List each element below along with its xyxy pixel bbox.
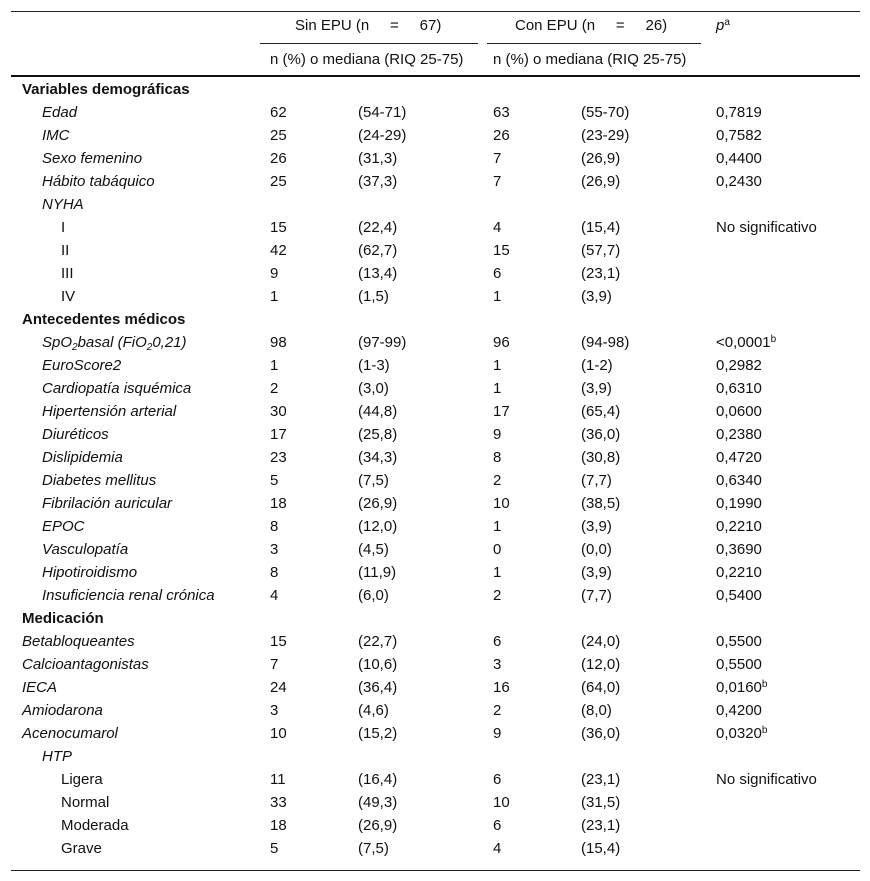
table-row — [11, 584, 860, 607]
p-value-text: 0,6340 — [716, 472, 762, 489]
group1-n: 67) — [419, 17, 442, 34]
table-row — [11, 262, 860, 285]
cell-group2-value: 4 — [493, 840, 502, 857]
row-label: Fibrilación auricular — [42, 495, 173, 512]
cell-p-value: <0,0001 — [716, 334, 771, 351]
cell-group1-range: (1-3) — [358, 357, 390, 374]
table-row — [11, 561, 860, 584]
cell-group1-value: 30 — [270, 403, 287, 420]
row-label: Hipertensión arterial — [42, 403, 177, 420]
row-label: III — [61, 265, 74, 282]
cell-group1-value: 25 — [270, 173, 287, 190]
cell-group1-range: (4,6) — [358, 702, 389, 719]
row-label: Diuréticos — [42, 426, 109, 443]
row-label: EPOC — [42, 518, 85, 535]
row-label: I — [61, 219, 66, 236]
cell-group2-value: 1 — [493, 518, 502, 535]
section-title: Antecedentes médicos — [22, 311, 186, 328]
cell-p-value — [716, 492, 762, 515]
row-label: Moderada — [61, 817, 129, 834]
cell-group1-range: (15,2) — [358, 725, 398, 742]
spo2-label-sub1: 2 — [72, 342, 78, 353]
cell-group2-value: 4 — [493, 219, 502, 236]
group2-label: Con EPU (n — [515, 17, 596, 34]
cell-group2-range: (57,7) — [581, 242, 621, 259]
cell-group2-value: 9 — [493, 426, 502, 443]
cell-group1-range: (37,3) — [358, 173, 398, 190]
row-label: NYHA — [42, 196, 84, 213]
cell-group1-value: 18 — [270, 817, 287, 834]
p-value-text: 0,0600 — [716, 403, 762, 420]
cell-group1-value: 2 — [270, 380, 279, 397]
row-label: Cardiopatía isquémica — [42, 380, 192, 397]
row-label: IV — [61, 288, 76, 305]
group2-n: 26) — [645, 17, 668, 34]
row-label — [42, 331, 187, 354]
p-value-sup: b — [761, 725, 768, 736]
cell-group1-value: 3 — [270, 541, 279, 558]
cell-group2-range: (0,0) — [581, 541, 612, 558]
cell-group1-range: (31,3) — [358, 150, 398, 167]
cell-p-value — [716, 446, 762, 469]
cell-group2-range: (12,0) — [581, 656, 621, 673]
cell-group1-range: (7,5) — [358, 472, 389, 489]
table-row — [11, 216, 860, 239]
row-label: IECA — [22, 679, 58, 696]
p-value-text: 0,5500 — [716, 633, 762, 650]
cell-p-value — [716, 676, 767, 699]
cell-group2-value: 6 — [493, 817, 502, 834]
cell-group1-range: (6,0) — [358, 587, 389, 604]
cell-p-value — [716, 147, 762, 170]
row-label: Edad — [42, 104, 78, 121]
row-label: Sexo femenino — [42, 150, 143, 167]
table-top-rule — [11, 11, 860, 12]
cell-group1-value: 15 — [270, 219, 287, 236]
cell-group1-value: 8 — [270, 564, 279, 581]
row-label: II — [61, 242, 70, 259]
table-row — [11, 147, 860, 170]
cell-group2-value: 1 — [493, 288, 502, 305]
group1-underline — [260, 43, 478, 44]
p-value-text: 0,5400 — [716, 587, 762, 604]
p-value-text: 0,0160 — [716, 679, 762, 696]
cell-group2-value: 8 — [493, 449, 502, 466]
row-label: Hábito tabáquico — [42, 173, 155, 190]
row-label: Insuficiencia renal crónica — [42, 587, 215, 604]
cell-group2-range: (15,4) — [581, 219, 621, 236]
group2-header — [515, 17, 667, 34]
cell-group1-range: (12,0) — [358, 518, 398, 535]
cell-group2-value: 2 — [493, 472, 502, 489]
cell-group1-value: 11 — [270, 771, 286, 788]
section-heading — [11, 78, 860, 101]
table-row — [11, 331, 860, 354]
table-row — [11, 699, 860, 722]
table-row — [11, 124, 860, 147]
subheader-group2: n (%) o mediana (RIQ 25-75) — [493, 51, 687, 68]
cell-group1-value: 1 — [270, 288, 279, 305]
cell-p-value — [716, 768, 817, 791]
table-row — [11, 101, 860, 124]
cell-p-value — [716, 561, 762, 584]
subheader-group1: n (%) o mediana (RIQ 25-75) — [270, 51, 464, 68]
cell-group2-range: (94-98) — [581, 334, 630, 351]
cell-group1-range: (24-29) — [358, 127, 407, 144]
cell-group1-range: (1,5) — [358, 288, 389, 305]
cell-group2-range: (23,1) — [581, 265, 621, 282]
header-rule — [11, 75, 860, 77]
p-label: p — [716, 17, 725, 34]
cell-group1-value: 25 — [270, 127, 287, 144]
cell-group2-range: (7,7) — [581, 472, 612, 489]
p-value-text: 0,2380 — [716, 426, 762, 443]
spo2-label-pre: SpO — [42, 334, 73, 351]
cell-group2-range: (23,1) — [581, 817, 621, 834]
cell-group1-range: (16,4) — [358, 771, 398, 788]
cell-group1-value: 42 — [270, 242, 287, 259]
cell-group2-value: 26 — [493, 127, 510, 144]
table-row — [11, 515, 860, 538]
cell-group2-value: 10 — [493, 794, 510, 811]
p-value-sup: b — [770, 334, 777, 345]
p-value-sup: b — [761, 679, 768, 690]
cell-p-value — [716, 423, 762, 446]
cell-group2-range: (23-29) — [581, 127, 630, 144]
cell-p-value — [716, 584, 762, 607]
cell-group1-range: (10,6) — [358, 656, 398, 673]
cell-group2-range: (64,0) — [581, 679, 621, 696]
cell-p-value — [716, 377, 762, 400]
cell-group2-range: (30,8) — [581, 449, 621, 466]
p-value-text: 0,1990 — [716, 495, 762, 512]
cell-group1-range: (97-99) — [358, 334, 407, 351]
cell-group1-value: 24 — [270, 679, 287, 696]
row-label: Dislipidemia — [42, 449, 123, 466]
cell-group2-value: 16 — [493, 679, 510, 696]
table-row — [11, 377, 860, 400]
row-label: HTP — [42, 748, 72, 765]
p-header — [716, 17, 730, 34]
cell-group1-range: (44,8) — [358, 403, 398, 420]
spo2-label-post: 0,21) — [152, 334, 187, 351]
cell-group1-value: 26 — [270, 150, 287, 167]
cell-group2-range: (15,4) — [581, 840, 621, 857]
cell-group1-range: (49,3) — [358, 794, 398, 811]
row-label: Normal — [61, 794, 110, 811]
cell-group1-range: (4,5) — [358, 541, 389, 558]
table-row — [11, 193, 860, 216]
cell-group2-range: (3,9) — [581, 288, 612, 305]
row-label: Grave — [61, 840, 102, 857]
cell-group2-range: (3,9) — [581, 564, 612, 581]
table-row — [11, 768, 860, 791]
cell-group1-range: (26,9) — [358, 817, 398, 834]
cell-group2-value: 7 — [493, 150, 502, 167]
cell-group2-range: (3,9) — [581, 518, 612, 535]
section-heading — [11, 607, 860, 630]
table-row — [11, 492, 860, 515]
table-row — [11, 837, 860, 860]
cell-group1-range: (22,7) — [358, 633, 398, 650]
row-label: Amiodarona — [22, 702, 103, 719]
cell-group1-value: 9 — [270, 265, 279, 282]
cell-group1-range: (11,9) — [358, 564, 397, 581]
cell-group1-value: 4 — [270, 587, 279, 604]
table-row — [11, 423, 860, 446]
table-row — [11, 791, 860, 814]
cell-group1-range: (25,8) — [358, 426, 398, 443]
cell-p-wrap — [716, 331, 776, 354]
cell-group2-value: 15 — [493, 242, 510, 259]
table-bottom-rule — [11, 870, 860, 871]
cell-group2-range: (24,0) — [581, 633, 621, 650]
cell-p-value — [716, 354, 762, 377]
cell-group2-value: 96 — [493, 334, 510, 351]
cell-group2-value: 6 — [493, 771, 502, 788]
row-label: Calcioantagonistas — [22, 656, 149, 673]
cell-group1-value: 5 — [270, 472, 279, 489]
spo2-label-sub2: 2 — [146, 342, 153, 353]
cell-group1-value: 15 — [270, 633, 287, 650]
cell-group1-range: (7,5) — [358, 840, 389, 857]
cell-group2-range: (8,0) — [581, 702, 612, 719]
cell-group2-value: 6 — [493, 633, 502, 650]
cell-group1-range: (54-71) — [358, 104, 407, 121]
cell-p-value — [716, 722, 767, 745]
p-value-text: No significativo — [716, 219, 817, 236]
table-row — [11, 630, 860, 653]
cell-group2-range: (26,9) — [581, 150, 621, 167]
cell-group2-range: (23,1) — [581, 771, 621, 788]
row-label: Acenocumarol — [22, 725, 118, 742]
cell-p-value — [716, 101, 762, 124]
p-value-text: 0,7582 — [716, 127, 762, 144]
cell-group1-range: (3,0) — [358, 380, 389, 397]
cell-group2-range: (36,0) — [581, 426, 621, 443]
table-row — [11, 745, 860, 768]
group1-header — [295, 17, 441, 34]
cell-group1-value: 3 — [270, 702, 279, 719]
group2-eq: = — [615, 17, 625, 34]
p-value-text: 0,2210 — [716, 564, 762, 581]
cell-group2-value: 0 — [493, 541, 502, 558]
cell-group1-value: 7 — [270, 656, 279, 673]
cell-group2-value: 9 — [493, 725, 502, 742]
row-label: Diabetes mellitus — [42, 472, 157, 489]
cell-p-value — [716, 538, 762, 561]
cell-group1-value: 1 — [270, 357, 279, 374]
cell-group2-range: (3,9) — [581, 380, 612, 397]
p-value-text: 0,7819 — [716, 104, 762, 121]
cell-group1-range: (22,4) — [358, 219, 398, 236]
cell-group1-value: 10 — [270, 725, 287, 742]
p-value-text: No significativo — [716, 771, 817, 788]
cell-group2-range: (26,9) — [581, 173, 621, 190]
table-row — [11, 400, 860, 423]
cell-p-value — [716, 699, 762, 722]
group1-eq: = — [390, 17, 399, 34]
table-row — [11, 653, 860, 676]
cell-group2-value: 17 — [493, 403, 510, 420]
cell-p-value — [716, 216, 817, 239]
cell-group1-value: 23 — [270, 449, 287, 466]
cell-group2-value: 1 — [493, 380, 502, 397]
section-heading — [11, 308, 860, 331]
p-value-text: 0,2210 — [716, 518, 762, 535]
cell-group1-value: 62 — [270, 104, 287, 121]
p-value-text: 0,4200 — [716, 702, 762, 719]
cell-group1-value: 33 — [270, 794, 287, 811]
p-value-text: 0,6310 — [716, 380, 762, 397]
cell-group2-value: 2 — [493, 702, 502, 719]
table-row — [11, 239, 860, 262]
table-row — [11, 285, 860, 308]
cell-p-value — [716, 124, 762, 147]
cell-group1-range: (26,9) — [358, 495, 398, 512]
row-label: Ligera — [61, 771, 103, 788]
cell-p-value — [716, 630, 762, 653]
cell-p-value — [716, 170, 762, 193]
cell-group2-value: 1 — [493, 357, 502, 374]
cell-group2-range: (1-2) — [581, 357, 613, 374]
cell-p-value — [716, 653, 762, 676]
section-title: Medicación — [22, 610, 104, 627]
cell-group2-range: (55-70) — [581, 104, 630, 121]
cell-p-value — [716, 469, 762, 492]
table-row — [11, 538, 860, 561]
cell-group2-value: 7 — [493, 173, 502, 190]
p-value-text: 0,0320 — [716, 725, 762, 742]
group1-label: Sin EPU (n — [295, 17, 370, 34]
cell-p-value — [716, 400, 762, 423]
p-value-text: 0,4720 — [716, 449, 762, 466]
cell-group1-value: 18 — [270, 495, 287, 512]
cell-group2-range: (38,5) — [581, 495, 621, 512]
cell-group2-value: 2 — [493, 587, 502, 604]
cell-group2-range: (31,5) — [581, 794, 621, 811]
cell-group2-range: (65,4) — [581, 403, 621, 420]
cell-group2-value: 6 — [493, 265, 502, 282]
cell-group1-range: (13,4) — [358, 265, 398, 282]
cell-group1-value: 5 — [270, 840, 279, 857]
table-row — [11, 446, 860, 469]
cell-group1-value: 98 — [270, 334, 287, 351]
p-value-text: 0,2982 — [716, 357, 762, 374]
group2-underline — [487, 43, 701, 44]
row-label: Betabloqueantes — [22, 633, 135, 650]
cell-group1-range: (36,4) — [358, 679, 398, 696]
cell-group1-value: 17 — [270, 426, 287, 443]
table-row — [11, 814, 860, 837]
cell-group1-range: (62,7) — [358, 242, 398, 259]
cell-group2-value: 63 — [493, 104, 510, 121]
row-label: EuroScore2 — [42, 357, 122, 374]
cell-group2-range: (36,0) — [581, 725, 621, 742]
p-value-text: 0,5500 — [716, 656, 762, 673]
row-label: IMC — [42, 127, 70, 144]
p-value-text: 0,3690 — [716, 541, 762, 558]
p-value-text: 0,4400 — [716, 150, 762, 167]
cell-group1-range: (34,3) — [358, 449, 398, 466]
table-row — [11, 354, 860, 377]
row-label: Vasculopatía — [42, 541, 129, 558]
cell-p-value — [716, 515, 762, 538]
table-row — [11, 676, 860, 699]
p-value-text: 0,2430 — [716, 173, 762, 190]
table-row — [11, 469, 860, 492]
table-row — [11, 722, 860, 745]
table-row — [11, 170, 860, 193]
row-label: Hipotiroidismo — [42, 564, 138, 581]
section-title: Variables demográficas — [22, 81, 190, 98]
cell-group1-value: 8 — [270, 518, 279, 535]
spo2-label-mid: basal (FiO — [77, 334, 147, 351]
cell-group2-value: 10 — [493, 495, 510, 512]
p-label-sup: a — [724, 17, 730, 28]
cell-group2-range: (7,7) — [581, 587, 612, 604]
cell-group2-value: 1 — [493, 564, 502, 581]
cell-group2-value: 3 — [493, 656, 502, 673]
